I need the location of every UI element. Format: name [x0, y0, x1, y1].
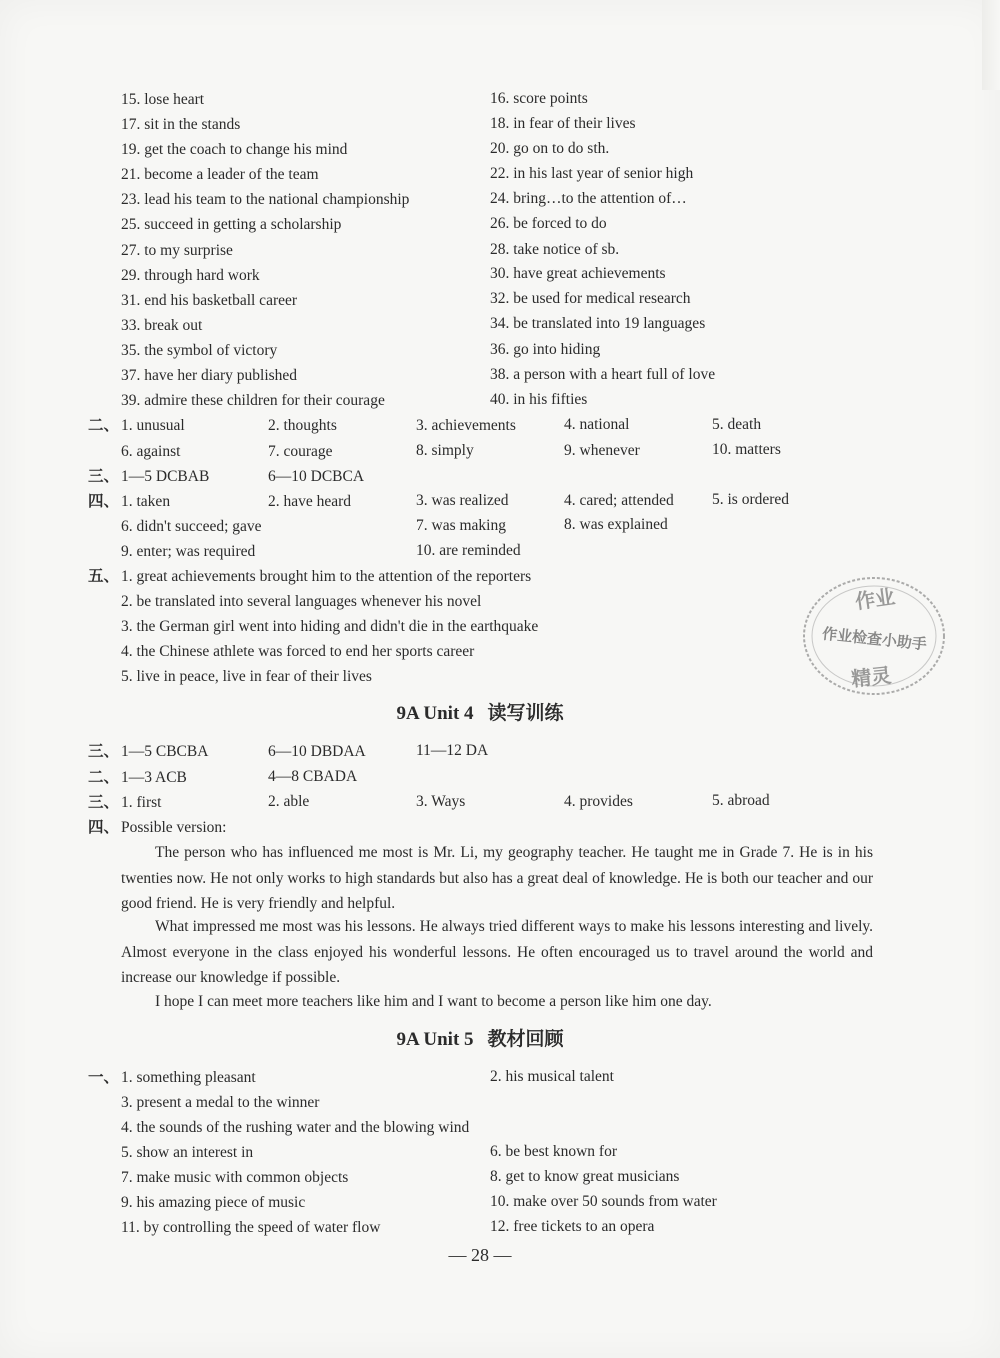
phrase-item: 23. lead his team to the national championship — [121, 191, 410, 208]
answer-item: 8. was explained — [564, 516, 668, 533]
answer-item: 4—8 CBADA — [268, 768, 358, 785]
answer-item: 1—5 DCBAB — [121, 468, 210, 485]
stamp-middle-text: 作业检查小助手 — [821, 624, 928, 654]
answer-item: 6—10 DCBCA — [268, 468, 365, 485]
answer-item: 3. Ways — [416, 793, 466, 810]
answer-item: 1—5 CBCBA — [121, 743, 209, 760]
phrase-item: 34. be translated into 19 languages — [490, 315, 706, 332]
answer-item: 6. didn't succeed; gave — [121, 518, 262, 535]
phrase-item: 16. score points — [490, 90, 588, 107]
phrase-item: 2. his musical talent — [490, 1068, 614, 1085]
answer-item: 1. taken — [121, 493, 171, 510]
possible-version-label: Possible version: — [121, 819, 227, 836]
phrase-item: 28. take notice of sb. — [490, 241, 620, 258]
unit5-heading — [0, 1026, 960, 1053]
section-marker: 一、 — [88, 1069, 120, 1086]
phrase-item: 27. to my surprise — [121, 242, 233, 259]
essay-paragraph: What impressed me most was his lessons. He always tried different ways to make his lessons interesting and lively. Almost everyone in the class enjoyed his wonderful lessons. He often encouraged us to travel around the world and increase our knowledge if possible. — [121, 918, 873, 986]
phrase-item: 20. go on to do sth. — [490, 140, 610, 157]
answer-item: 10. matters — [712, 441, 781, 458]
answer-item: 9. enter; was required — [121, 543, 256, 560]
answer-item: 7. was making — [416, 517, 506, 534]
answer-item: 4. provides — [564, 793, 633, 810]
answer-item: 2. able — [268, 793, 310, 810]
phrase-item: 22. in his last year of senior high — [490, 165, 694, 182]
unit5-title-en: 9A Unit 5 — [396, 1029, 474, 1050]
section-marker: 三、 — [88, 743, 120, 760]
phrase-item: 5. show an interest in — [121, 1144, 254, 1161]
sentence-item: 3. the German girl went into hiding and didn't die in the earthquake — [121, 618, 539, 635]
sentence-item: 4. the Chinese athlete was forced to end her sports career — [121, 643, 475, 660]
sentence-item: 1. great achievements brought him to the attention of the reporters — [121, 568, 532, 585]
phrase-item: 19. get the coach to change his mind — [121, 141, 348, 158]
page-fold — [982, 0, 1000, 90]
phrase-item: 11. by controlling the speed of water flow — [121, 1219, 381, 1236]
stamp-bottom-text: 精灵 — [850, 663, 893, 692]
section-marker: 三、 — [88, 794, 120, 811]
phrase-item: 36. go into hiding — [490, 341, 601, 358]
answer-item: 1—3 ACB — [121, 769, 187, 786]
phrase-item: 15. lose heart — [121, 91, 205, 108]
phrase-item: 6. be best known for — [490, 1143, 617, 1160]
phrase-item: 31. end his basketball career — [121, 292, 298, 309]
essay-paragraph: I hope I can meet more teachers like him and I want to become a person like him one day. — [155, 993, 712, 1010]
answer-item: 4. national — [564, 416, 630, 433]
answer-item: 10. are reminded — [416, 542, 521, 559]
phrase-item: 33. break out — [121, 317, 203, 334]
phrase-item: 10. make over 50 sounds from water — [490, 1193, 717, 1210]
answer-item: 2. have heard — [268, 493, 352, 510]
phrase-item: 32. be used for medical research — [490, 290, 691, 307]
answer-item: 5. death — [712, 416, 762, 433]
sentence-item: 2. be translated into several languages whenever his novel — [121, 593, 482, 610]
phrase-item: 24. bring…to the attention of… — [490, 190, 687, 207]
section-marker: 三、 — [88, 468, 120, 485]
phrase-item: 40. in his fifties — [490, 391, 588, 408]
unit4-heading — [0, 700, 960, 727]
answer-item: 4. cared; attended — [564, 492, 674, 509]
page-number: — 28 — — [448, 1245, 512, 1265]
watermark-stamp — [800, 572, 948, 700]
answer-item: 3. achievements — [416, 417, 516, 434]
phrase-item: 35. the symbol of victory — [121, 342, 278, 359]
phrase-item: 4. the sounds of the rushing water and the blowing wind — [121, 1119, 470, 1136]
stamp-top-text: 作业 — [853, 584, 897, 614]
section-marker: 四、 — [88, 493, 120, 510]
answer-item: 7. courage — [268, 443, 333, 460]
answer-item: 5. abroad — [712, 792, 770, 809]
answer-item: 2. thoughts — [268, 417, 337, 434]
section-marker: 二、 — [88, 417, 120, 434]
phrase-item: 9. his amazing piece of music — [121, 1194, 306, 1211]
phrase-item: 3. present a medal to the winner — [121, 1094, 320, 1111]
phrase-item: 26. be forced to do — [490, 215, 607, 232]
unit4-title-cn: 读写训练 — [487, 702, 564, 724]
answer-item: 3. was realized — [416, 492, 509, 509]
sentence-item: 5. live in peace, live in fear of their lives — [121, 668, 372, 685]
phrase-item: 7. make music with common objects — [121, 1169, 349, 1186]
unit4-title-en: 9A Unit 4 — [396, 703, 474, 724]
unit5-title-cn: 教材回顾 — [487, 1028, 564, 1050]
answer-item: 8. simply — [416, 442, 474, 459]
phrase-item: 18. in fear of their lives — [490, 115, 636, 132]
answer-item: 1. first — [121, 794, 162, 811]
phrase-item: 37. have her diary published — [121, 367, 298, 384]
phrase-item: 1. something pleasant — [121, 1069, 256, 1086]
phrase-item: 21. become a leader of the team — [121, 166, 319, 183]
phrase-item: 38. a person with a heart full of love — [490, 366, 716, 383]
phrase-item: 29. through hard work — [121, 267, 260, 284]
phrase-item: 30. have great achievements — [490, 265, 666, 282]
phrase-item: 17. sit in the stands — [121, 116, 241, 133]
answer-item: 11—12 DA — [416, 742, 489, 759]
phrase-item: 25. succeed in getting a scholarship — [121, 216, 342, 233]
answer-item: 5. is ordered — [712, 491, 790, 508]
answer-item: 1. unusual — [121, 417, 185, 434]
answer-item: 6. against — [121, 443, 181, 460]
phrase-item: 12. free tickets to an opera — [490, 1218, 655, 1235]
answer-item: 9. whenever — [564, 442, 640, 459]
section-marker: 二、 — [88, 769, 120, 786]
essay-paragraph: The person who has influenced me most is Mr. Li, my geography teacher. He taught me in Grade 7. He is in his twenties now. He not only works to high standards but also has a great deal of knowledge. He is both our teacher and our good friend. He is very friendly and helpful. — [121, 844, 873, 912]
phrase-item: 8. get to know great musicians — [490, 1168, 680, 1185]
section-marker: 四、 — [88, 819, 120, 836]
section-marker: 五、 — [88, 568, 120, 585]
phrase-item: 39. admire these children for their courage — [121, 392, 385, 409]
answer-item: 6—10 DBDAA — [268, 743, 366, 760]
